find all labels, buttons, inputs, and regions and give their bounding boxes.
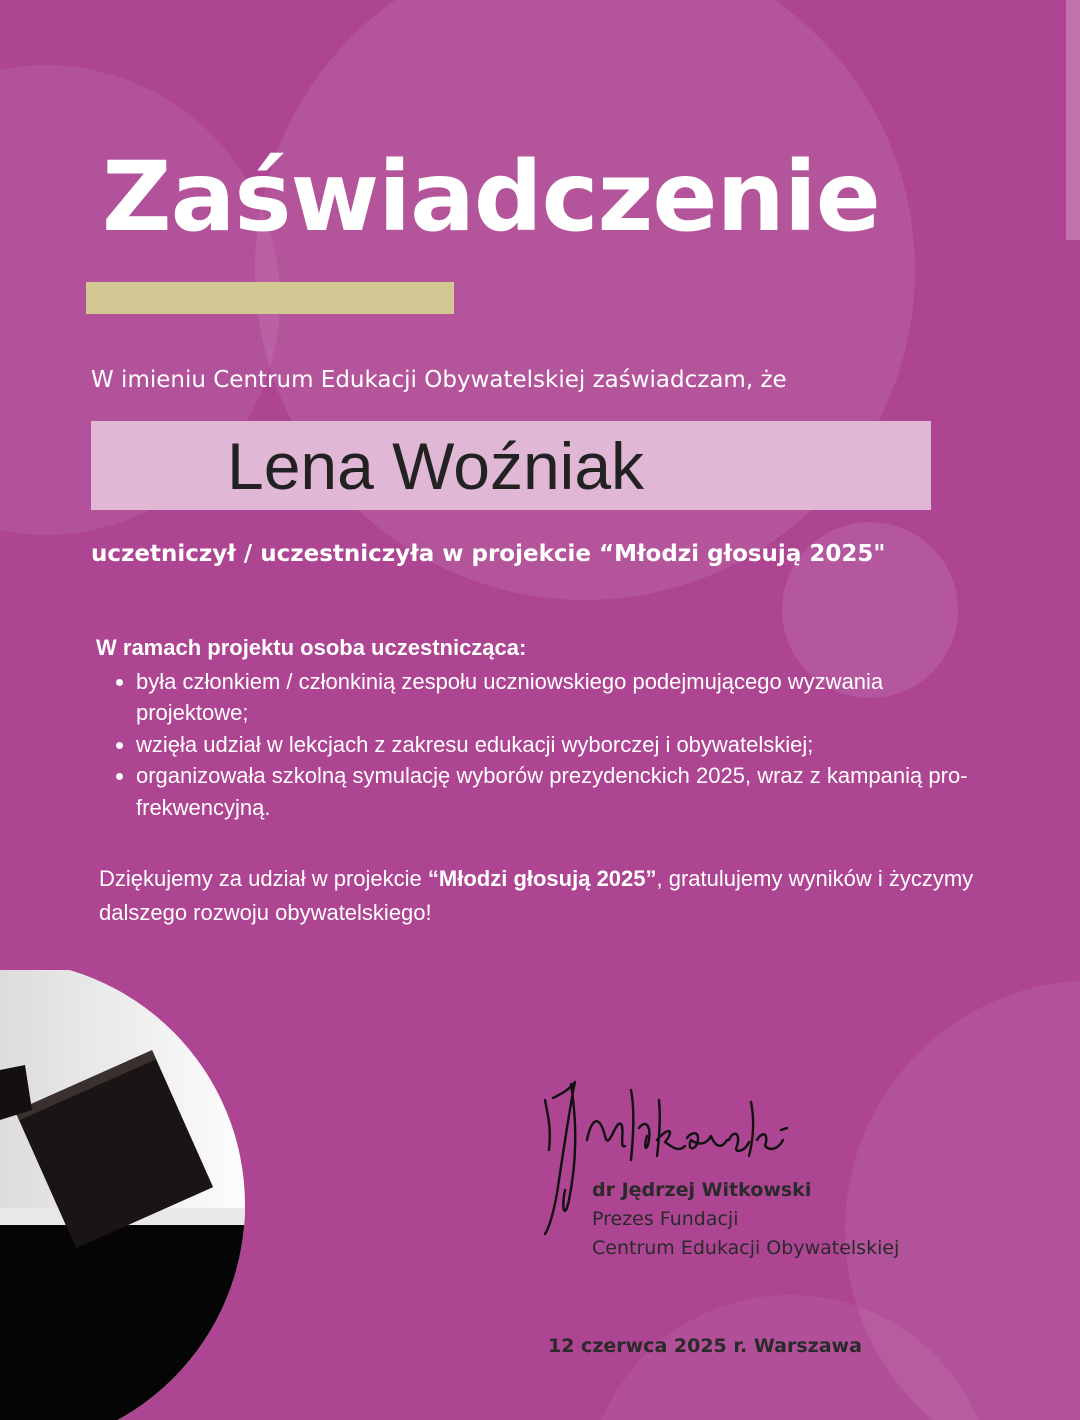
certificate-title: Zaświadczenie xyxy=(102,141,880,253)
bg-right-edge xyxy=(1066,0,1080,240)
signer-role-line2: Centrum Edukacji Obywatelskiej xyxy=(592,1237,900,1259)
project-scope xyxy=(96,632,996,823)
signer-block xyxy=(592,1176,899,1263)
scope-list xyxy=(96,666,996,824)
intro-text: W imieniu Centrum Edukacji Obywatelskiej zaświadczam, że xyxy=(91,367,787,393)
signer-role-line1: Prezes Fundacji xyxy=(592,1208,739,1230)
thanks-project-name: “Młodzi głosują 2025” xyxy=(427,866,657,891)
ballot-box-photo xyxy=(0,970,260,1420)
recipient-name: Lena Woźniak xyxy=(227,429,645,503)
scope-item: • była członkiem / członkinią zespołu uczniowskiego podejmującego wyzwania projektowe; xyxy=(136,666,996,729)
participation-text: uczetniczył / uczestniczyła w projekcie “Młodzi głosują 2025" xyxy=(91,541,886,567)
thanks-prefix: Dziękujemy za udział w projekcie xyxy=(99,866,428,891)
date-place: 12 czerwca 2025 r. Warszawa xyxy=(548,1335,862,1357)
thanks-text xyxy=(99,862,999,930)
title-accent-bar xyxy=(86,282,454,314)
signer-name: dr Jędrzej Witkowski xyxy=(592,1179,812,1201)
thanks-suffix: , gratulujemy wyników i życzymy dalszego rozwoju obywatelskiego! xyxy=(99,866,974,925)
scope-item: • wzięła udział w lekcjach z zakresu edukacji wyborczej i obywatelskiej; xyxy=(136,729,996,761)
scope-item: • organizowała szkolną symulację wyborów prezydenckich 2025, wraz z kampanią pro-frekwencyjną. xyxy=(136,760,996,823)
scope-heading: W ramach projektu osoba uczestnicząca: xyxy=(96,635,527,660)
recipient-name-box xyxy=(91,421,931,510)
